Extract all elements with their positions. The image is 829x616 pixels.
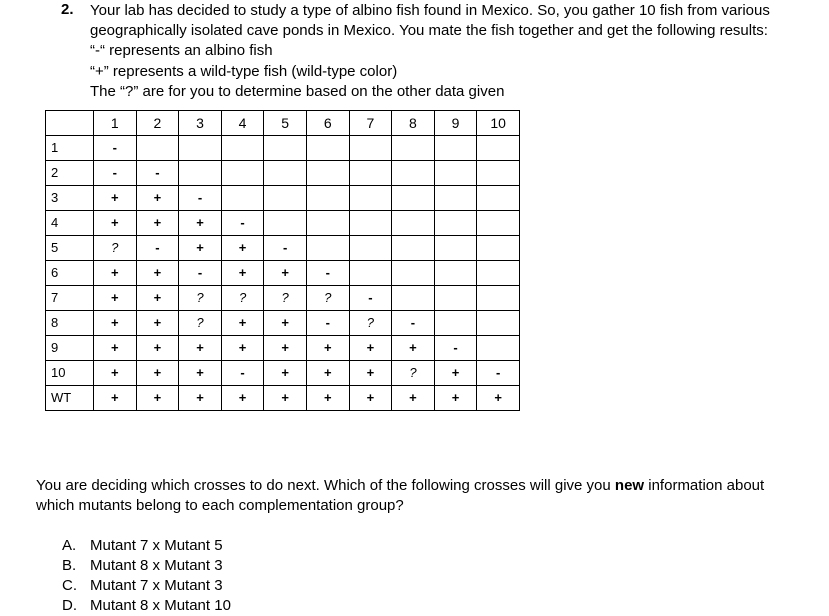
- cross-result-cell: [349, 261, 392, 286]
- cross-result-cell: ?: [94, 236, 137, 261]
- cross-result-cell: +: [179, 386, 222, 411]
- table-row: [46, 161, 520, 186]
- table-row: [46, 236, 520, 261]
- col-header: 7: [349, 111, 392, 136]
- col-header: 8: [392, 111, 435, 136]
- legend-question-mark: The “?” are for you to determine based on the other data given: [90, 83, 505, 100]
- cross-result-cell: [306, 161, 349, 186]
- cross-result-cell: [477, 186, 520, 211]
- cross-result-cell: [349, 161, 392, 186]
- col-header: 3: [179, 111, 222, 136]
- cross-result-cell: +: [434, 361, 477, 386]
- cross-result-cell: [477, 136, 520, 161]
- cross-result-cell: -: [94, 136, 137, 161]
- cross-result-cell: +: [392, 336, 435, 361]
- choice-letter: A.: [62, 537, 77, 554]
- cross-result-cell: +: [136, 336, 179, 361]
- cross-result-cell: +: [221, 261, 264, 286]
- complementation-table: [45, 110, 520, 411]
- answer-choices: [62, 536, 231, 616]
- table-row: [46, 286, 520, 311]
- cross-result-cell: +: [179, 236, 222, 261]
- cross-result-cell: +: [349, 386, 392, 411]
- cross-result-cell: [434, 161, 477, 186]
- choice-letter: C.: [62, 577, 77, 594]
- table-row: [46, 136, 520, 161]
- cross-result-cell: [477, 236, 520, 261]
- cross-result-cell: [477, 211, 520, 236]
- cross-result-cell: [349, 211, 392, 236]
- cross-result-cell: +: [179, 211, 222, 236]
- cross-result-cell: -: [179, 186, 222, 211]
- cross-result-cell: [264, 161, 307, 186]
- cross-result-cell: +: [94, 361, 137, 386]
- cross-result-cell: +: [264, 311, 307, 336]
- cross-result-cell: -: [306, 311, 349, 336]
- cross-result-cell: -: [136, 236, 179, 261]
- cross-result-cell: +: [94, 261, 137, 286]
- cross-result-cell: [434, 311, 477, 336]
- cross-result-cell: +: [136, 261, 179, 286]
- cross-result-cell: [392, 261, 435, 286]
- cross-result-cell: ?: [221, 286, 264, 311]
- choice-text: Mutant 7 x Mutant 3: [90, 577, 223, 594]
- cross-result-cell: -: [94, 161, 137, 186]
- cross-result-cell: [306, 136, 349, 161]
- cross-result-cell: [477, 161, 520, 186]
- cross-result-cell: [392, 186, 435, 211]
- col-header: 2: [136, 111, 179, 136]
- choice-letter: D.: [62, 597, 77, 614]
- cross-result-cell: [477, 336, 520, 361]
- cross-result-cell: +: [94, 211, 137, 236]
- table-row: [46, 336, 520, 361]
- row-header: WT: [46, 386, 94, 411]
- table-row: [46, 186, 520, 211]
- cross-result-cell: -: [221, 361, 264, 386]
- cross-result-cell: +: [392, 386, 435, 411]
- choice-c[interactable]: [62, 576, 231, 596]
- col-header: 6: [306, 111, 349, 136]
- table-row: [46, 211, 520, 236]
- legend-albino: “-“ represents an albino fish: [90, 42, 273, 59]
- col-header: 4: [221, 111, 264, 136]
- cross-result-cell: [434, 211, 477, 236]
- cross-result-cell: ?: [306, 286, 349, 311]
- cross-result-cell: [434, 186, 477, 211]
- cross-result-cell: [392, 136, 435, 161]
- table-row: [46, 361, 520, 386]
- table-row: [46, 311, 520, 336]
- row-header: 9: [46, 336, 94, 361]
- cross-result-cell: [264, 186, 307, 211]
- cross-result-cell: [434, 236, 477, 261]
- col-header: 5: [264, 111, 307, 136]
- choice-d[interactable]: [62, 596, 231, 616]
- row-header: 8: [46, 311, 94, 336]
- col-header: 9: [434, 111, 477, 136]
- choice-text: Mutant 8 x Mutant 3: [90, 557, 223, 574]
- table-row: [46, 261, 520, 286]
- cross-result-cell: +: [136, 186, 179, 211]
- cross-result-cell: [349, 236, 392, 261]
- row-header: 4: [46, 211, 94, 236]
- cross-result-cell: [136, 136, 179, 161]
- cross-result-cell: +: [349, 361, 392, 386]
- legend-wild-type: “+” represents a wild-type fish (wild-type color): [90, 63, 398, 80]
- choice-a[interactable]: [62, 536, 231, 556]
- cross-result-cell: +: [306, 386, 349, 411]
- cross-result-cell: ?: [179, 286, 222, 311]
- row-header: 3: [46, 186, 94, 211]
- cross-result-cell: [221, 186, 264, 211]
- cross-result-cell: [392, 286, 435, 311]
- cross-result-cell: +: [349, 336, 392, 361]
- prompt-bold-word: new: [614, 477, 645, 494]
- col-header: 1: [94, 111, 137, 136]
- cross-result-cell: [264, 211, 307, 236]
- question-line-1: Your lab has decided to study a type of albino fish found in Mexico. So, you gather 10 fish from various: [90, 2, 770, 19]
- cross-result-cell: +: [179, 336, 222, 361]
- cross-result-cell: [306, 236, 349, 261]
- cross-result-cell: +: [136, 311, 179, 336]
- question-line-2: geographically isolated cave ponds in Mexico. You mate the fish together and get the following results:: [90, 22, 768, 39]
- cross-result-cell: -: [179, 261, 222, 286]
- cross-result-cell: [392, 236, 435, 261]
- cross-result-cell: -: [434, 336, 477, 361]
- cross-result-cell: ?: [392, 361, 435, 386]
- cross-result-cell: ?: [179, 311, 222, 336]
- prompt-text-1: You are deciding which crosses to do next. Which of the following crosses will give you: [36, 477, 615, 494]
- corner-cell: [46, 111, 94, 136]
- cross-result-cell: +: [434, 386, 477, 411]
- table-row: [46, 386, 520, 411]
- row-header: 5: [46, 236, 94, 261]
- cross-result-cell: +: [136, 386, 179, 411]
- cross-result-cell: +: [136, 361, 179, 386]
- cross-result-cell: +: [477, 386, 520, 411]
- cross-result-cell: [221, 161, 264, 186]
- prompt-text-2: information about which mutants belong to each complementation group?: [36, 477, 765, 514]
- cross-result-cell: [392, 161, 435, 186]
- cross-result-cell: +: [306, 361, 349, 386]
- cross-result-cell: -: [306, 261, 349, 286]
- cross-result-cell: [477, 311, 520, 336]
- cross-result-cell: -: [221, 211, 264, 236]
- cross-result-cell: [392, 211, 435, 236]
- cross-result-cell: +: [264, 361, 307, 386]
- row-header: 2: [46, 161, 94, 186]
- cross-result-cell: -: [136, 161, 179, 186]
- choice-letter: B.: [62, 557, 77, 574]
- cross-result-cell: [306, 186, 349, 211]
- cross-result-cell: +: [179, 361, 222, 386]
- cross-result-cell: -: [392, 311, 435, 336]
- cross-result-cell: +: [94, 311, 137, 336]
- col-header: 10: [477, 111, 520, 136]
- cross-result-cell: [434, 136, 477, 161]
- choice-text: Mutant 7 x Mutant 5: [90, 537, 223, 554]
- cross-result-cell: [477, 286, 520, 311]
- cross-result-cell: [349, 136, 392, 161]
- cross-result-cell: +: [221, 386, 264, 411]
- cross-result-cell: [264, 136, 307, 161]
- choice-b[interactable]: [62, 556, 231, 576]
- cross-result-cell: [349, 186, 392, 211]
- row-header: 1: [46, 136, 94, 161]
- cross-result-cell: -: [477, 361, 520, 386]
- cross-result-cell: +: [264, 336, 307, 361]
- header-row: [46, 111, 520, 136]
- prompt-paragraph: [36, 476, 806, 516]
- cross-result-cell: [179, 136, 222, 161]
- cross-result-cell: +: [136, 211, 179, 236]
- cross-result-cell: [179, 161, 222, 186]
- cross-result-cell: +: [221, 336, 264, 361]
- row-header: 6: [46, 261, 94, 286]
- cross-result-cell: +: [94, 386, 137, 411]
- cross-result-cell: +: [221, 236, 264, 261]
- question-number: 2.: [61, 1, 74, 18]
- cross-result-cell: ?: [264, 286, 307, 311]
- cross-result-cell: [434, 261, 477, 286]
- cross-result-cell: +: [306, 336, 349, 361]
- cross-result-cell: +: [94, 336, 137, 361]
- cross-result-cell: -: [349, 286, 392, 311]
- row-header: 10: [46, 361, 94, 386]
- cross-result-cell: [221, 136, 264, 161]
- cross-result-cell: [306, 211, 349, 236]
- cross-result-cell: +: [264, 261, 307, 286]
- cross-result-cell: [434, 286, 477, 311]
- choice-text: Mutant 8 x Mutant 10: [90, 597, 231, 614]
- cross-result-cell: +: [94, 186, 137, 211]
- cross-result-cell: +: [136, 286, 179, 311]
- cross-result-cell: +: [221, 311, 264, 336]
- cross-result-cell: [477, 261, 520, 286]
- cross-result-cell: -: [264, 236, 307, 261]
- cross-result-cell: +: [264, 386, 307, 411]
- cross-result-cell: ?: [349, 311, 392, 336]
- row-header: 7: [46, 286, 94, 311]
- cross-result-cell: +: [94, 286, 137, 311]
